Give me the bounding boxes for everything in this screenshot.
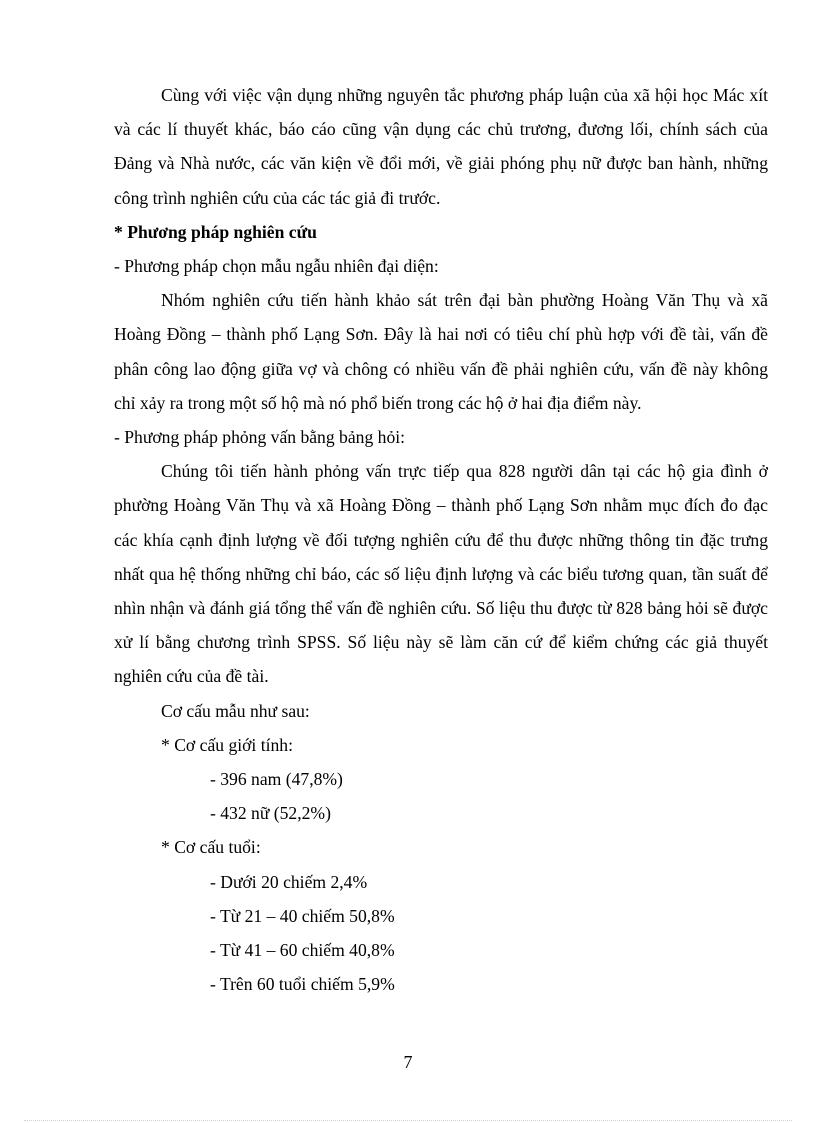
age-structure-heading: * Cơ cấu tuổi: bbox=[161, 837, 261, 858]
age-item-under-20: - Dưới 20 chiếm 2,4% bbox=[210, 871, 368, 892]
method-heading-questionnaire: - Phương pháp phỏng vấn bằng bảng hỏi: bbox=[114, 427, 406, 448]
method-heading-sampling: - Phương pháp chọn mẫu ngẫu nhiên đại diện: bbox=[114, 256, 439, 277]
age-item-41-60: - Từ 41 – 60 chiếm 40,8% bbox=[210, 940, 395, 961]
questionnaire-paragraph: Chúng tôi tiến hành phỏng vấn trực tiếp qua 828 người dân tại các hộ gia đình ở phường Hoàng Văn Thụ và xã Hoàng Đồng – thành phố Lạng Sơn nhằm mục đích đo đạc các khía cạnh định lượng về đối tượng nghiên cứu để thu được những thông tin đặc trưng nhất qua hệ thống những chỉ báo, các số liệu định lượng và các biểu tương quan, tần suất để nhìn nhận và đánh giá tổng thể vấn đề nghiên cứu. Số liệu thu được từ 828 bảng hỏi sẽ được xử lí bằng chương trình SPSS. Số liệu này sẽ làm căn cứ để kiểm chứng các giả thuyết nghiên cứu của đề tài. bbox=[114, 461, 768, 687]
gender-structure-heading: * Cơ cấu giới tính: bbox=[161, 734, 293, 755]
age-item-21-40: - Từ 21 – 40 chiếm 50,8% bbox=[210, 905, 395, 926]
age-item-over-60: - Trên 60 tuổi chiếm 5,9% bbox=[210, 974, 395, 995]
intro-paragraph: Cùng với việc vận dụng những nguyên tắc phương pháp luận của xã hội học Mác xít và các lí thuyết khác, báo cáo cũng vận dụng các chủ trương, đương lối, chính sách của Đảng và Nhà nước, các văn kiện về đổi mới, về giải phóng phụ nữ được ban hành, những công trình nghiên cứu của các tác giả đi trước. bbox=[114, 85, 768, 208]
page-number: 7 bbox=[403, 1052, 413, 1072]
sampling-paragraph: Nhóm nghiên cứu tiến hành khảo sát trên đại bàn phường Hoàng Văn Thụ và xã Hoàng Đồng – thành phố Lạng Sơn. Đây là hai nơi có tiêu chí phù hợp với đề tài, vấn đề phân công lao động giữa vợ và chông có nhiều vấn đề phải nghiên cứu, vấn đề này không chỉ xảy ra trong một số hộ mà nó phổ biến trong các hộ ở hai địa điểm này. bbox=[114, 290, 768, 413]
section-heading-research-methods: * Phương pháp nghiên cứu bbox=[114, 221, 317, 242]
gender-item-female: - 432 nữ (52,2%) bbox=[210, 803, 331, 824]
sample-structure-intro: Cơ cấu mẫu như sau: bbox=[161, 700, 310, 721]
footer-dotted-rule bbox=[24, 1120, 792, 1121]
page-body bbox=[114, 78, 768, 1001]
gender-item-male: - 396 nam (47,8%) bbox=[210, 769, 343, 790]
